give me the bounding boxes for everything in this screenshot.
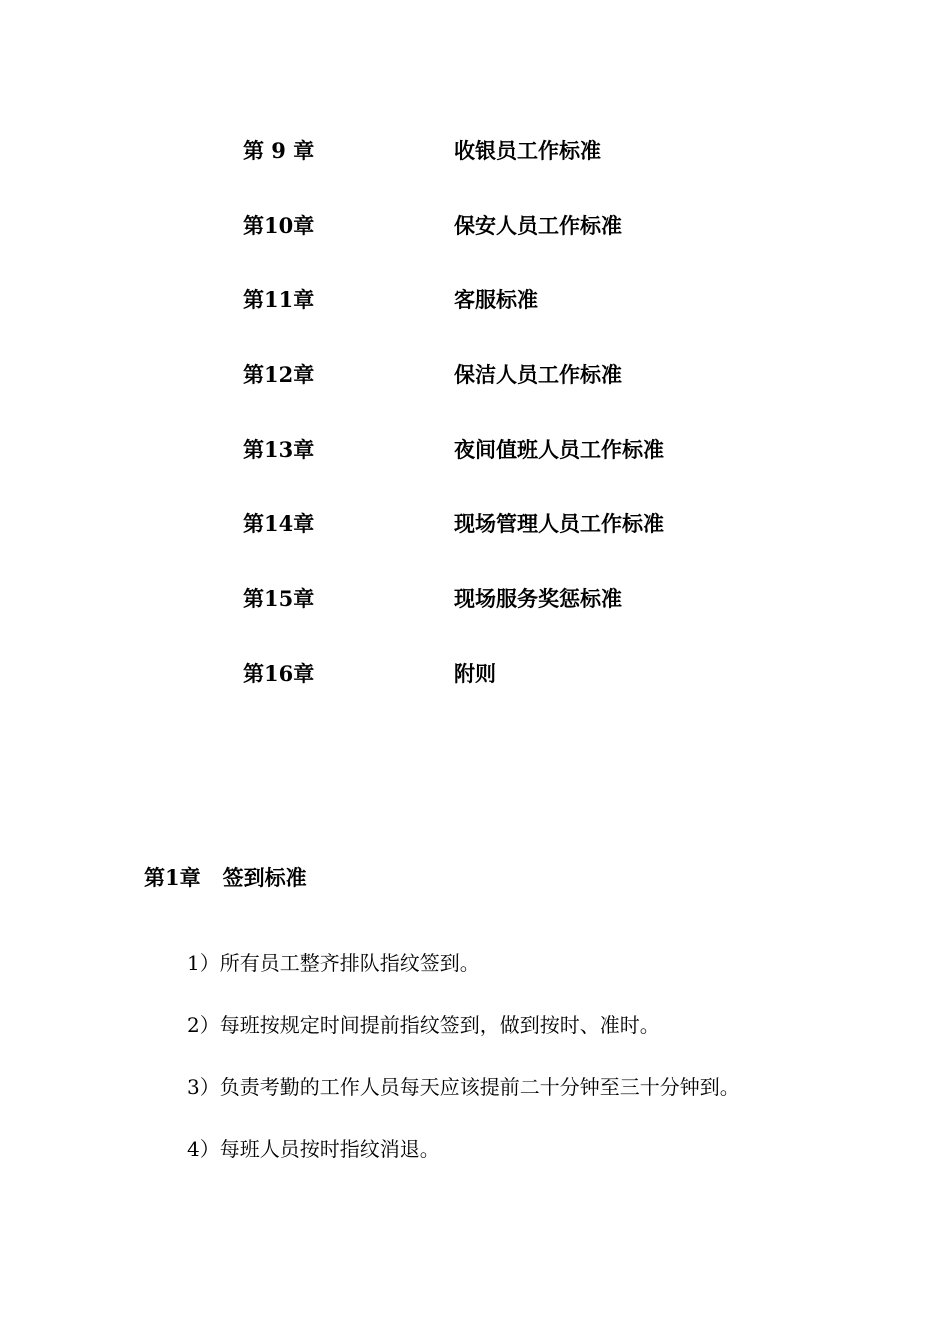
toc-entry[interactable] bbox=[0, 209, 950, 243]
toc-chapter-title: 保安人员工作标准 bbox=[454, 213, 622, 238]
toc-chapter-title: 现场管理人员工作标准 bbox=[454, 511, 664, 536]
toc-chapter-number: 第16章 bbox=[243, 661, 315, 686]
list-item: 1）所有员工整齐排队指纹签到。 bbox=[187, 951, 480, 975]
toc-chapter-title: 附则 bbox=[454, 661, 496, 686]
list-item: 3）负责考勤的工作人员每天应该提前二十分钟至三十分钟到。 bbox=[187, 1075, 740, 1099]
toc-chapter-number: 第13章 bbox=[243, 437, 315, 462]
toc-entry[interactable] bbox=[0, 358, 950, 392]
toc-chapter-number: 第12章 bbox=[243, 362, 315, 387]
toc-chapter-number: 第14章 bbox=[243, 511, 315, 536]
chapter-title: 签到标准 bbox=[222, 865, 307, 890]
chapter-number: 第1章 bbox=[144, 865, 201, 890]
list-item: 2）每班按规定时间提前指纹签到，做到按时、准时。 bbox=[187, 1013, 660, 1037]
toc-chapter-title: 保洁人员工作标准 bbox=[454, 362, 622, 387]
toc-entry[interactable] bbox=[0, 134, 950, 168]
toc-chapter-number: 第10章 bbox=[243, 213, 315, 238]
toc-entry[interactable] bbox=[0, 657, 950, 691]
toc-entry[interactable] bbox=[0, 433, 950, 467]
toc-chapter-number: 第 9 章 bbox=[243, 138, 315, 163]
list-item: 4）每班人员按时指纹消退。 bbox=[187, 1137, 440, 1161]
toc-chapter-number: 第11章 bbox=[243, 287, 315, 312]
toc-chapter-title: 夜间值班人员工作标准 bbox=[454, 437, 664, 462]
toc-chapter-title: 收银员工作标准 bbox=[454, 138, 601, 163]
toc-entry[interactable] bbox=[0, 582, 950, 616]
toc-entry[interactable] bbox=[0, 283, 950, 317]
toc-chapter-number: 第15章 bbox=[243, 586, 315, 611]
chapter-heading bbox=[144, 861, 307, 895]
toc-chapter-title: 现场服务奖惩标准 bbox=[454, 586, 622, 611]
toc-chapter-title: 客服标准 bbox=[454, 287, 538, 312]
toc-entry[interactable] bbox=[0, 507, 950, 541]
